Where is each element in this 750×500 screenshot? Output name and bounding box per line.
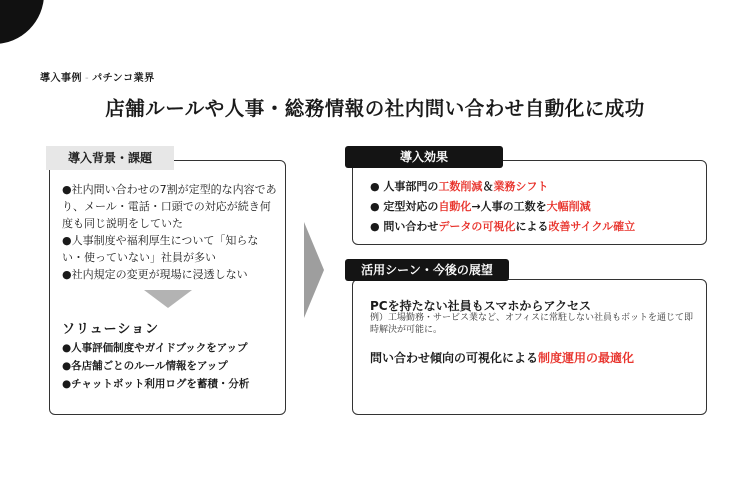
effect-text: ＆	[482, 180, 494, 193]
effect-text: →人事の工数を	[471, 200, 547, 213]
solution-item: ●各店舗ごとのルール情報をアップ	[62, 360, 228, 372]
effect-text: による	[515, 220, 549, 233]
scene-heading: PCを持たない社員もスマホからアクセス	[370, 299, 592, 313]
effect-item	[370, 197, 635, 217]
scene-heading-2-highlight: 制度運用の最適化	[538, 351, 635, 365]
background-bullet: ●社内問い合わせの7割が定型的な内容であり、メール・電話・口頭での対応が続き何度も同じ説明をしていた	[62, 183, 277, 230]
breadcrumb	[40, 69, 155, 84]
scene-note: 例）工場勤務・サービス業など、オフィスに常駐しない社員もボットを通じて即時解決が可能に。	[370, 313, 694, 335]
solution-title: ソリューション	[62, 322, 160, 337]
background-bullet: ●社内規定の変更が現場に浸透しない	[62, 268, 248, 281]
down-arrow-icon	[144, 290, 192, 308]
effect-list	[370, 177, 635, 237]
effect-highlight: 自動化	[438, 200, 472, 213]
effect-item	[370, 177, 635, 197]
effect-tag: 導入効果	[345, 146, 503, 168]
solution-item: ●人事評価制度やガイドブックをアップ	[62, 342, 248, 354]
background-bullet: ●人事制度や福利厚生について「知らない・使っていない」社員が多い	[62, 234, 259, 264]
effect-highlight: データの可視化	[438, 220, 516, 233]
scene-tag: 活用シーン・今後の展望	[345, 259, 509, 281]
breadcrumb-separator: -	[85, 73, 90, 84]
page-title: 店舗ルールや人事・総務情報の社内問い合わせ自動化に成功	[105, 97, 645, 120]
effect-highlight: 業務シフト	[493, 180, 549, 193]
chevron-right-icon	[304, 222, 324, 318]
effect-text: ● 問い合わせ	[370, 220, 439, 233]
breadcrumb-category: 導入事例	[40, 73, 82, 84]
scene-heading-2-text: 問い合わせ傾向の可視化による	[370, 351, 539, 365]
effect-highlight: 工数削減	[438, 180, 483, 193]
effect-text: ● 定型対応の	[370, 200, 439, 213]
background-bullets	[62, 181, 277, 283]
solution-list	[62, 339, 249, 393]
effect-text: ● 人事部門の	[370, 180, 439, 193]
corner-decoration	[0, 0, 44, 44]
background-tag: 導入背景・課題	[46, 146, 174, 170]
scene-heading-2	[370, 349, 634, 366]
effect-highlight: 大幅削減	[546, 200, 591, 213]
effect-item	[370, 217, 635, 237]
solution-item: ●チャットボット利用ログを蓄積・分析	[62, 378, 250, 390]
effect-highlight: 改善サイクル確立	[548, 220, 636, 233]
breadcrumb-industry: パチンコ業界	[92, 73, 155, 84]
